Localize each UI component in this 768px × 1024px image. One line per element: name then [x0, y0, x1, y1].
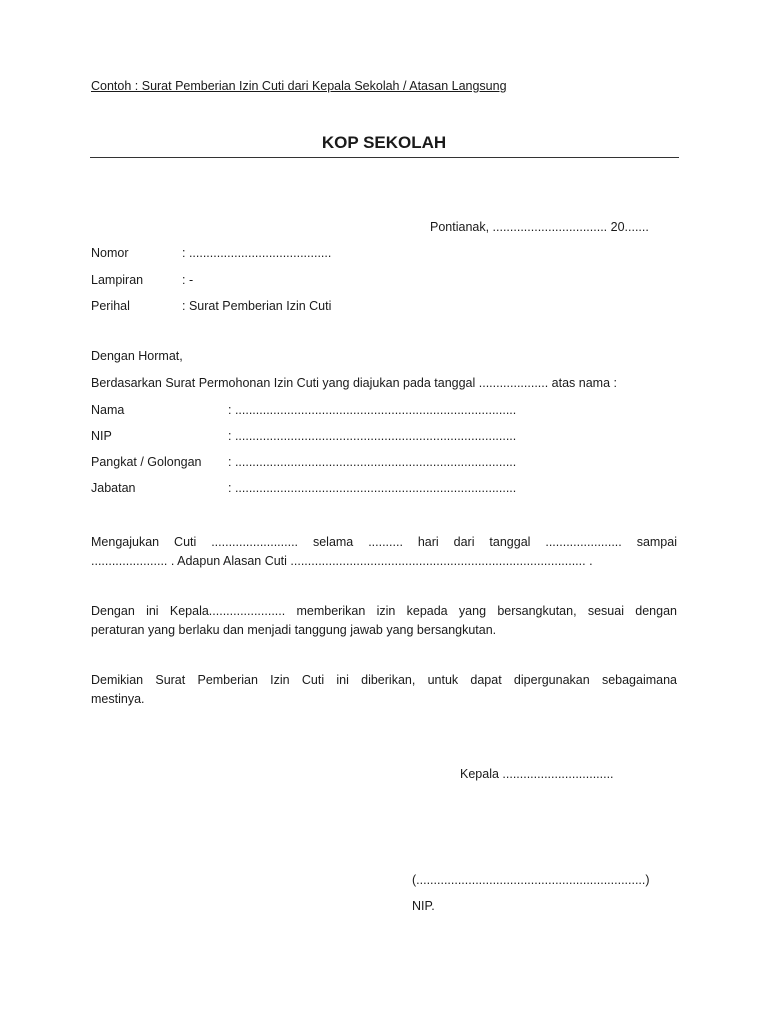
identity-value-jabatan: : ................................................................................. [228, 481, 517, 495]
meta-label-perihal: Perihal [91, 299, 130, 313]
leave-paragraph-line-2: ...................... . Adapun Alasan Cuti ..................................................................................... . [91, 554, 593, 568]
identity-label-nip: NIP [91, 429, 112, 443]
document-caption: Contoh : Surat Pemberian Izin Cuti dari Kepala Sekolah / Atasan Langsung [91, 79, 507, 93]
permission-paragraph-line-1: Dengan ini Kepala...................... memberikan izin kepada yang bersangkutan, sesuai dengan [91, 604, 677, 618]
meta-label-lampiran: Lampiran [91, 273, 144, 287]
meta-value-lampiran: : - [182, 273, 194, 287]
letterhead-divider [90, 157, 679, 158]
identity-label-jabatan: Jabatan [91, 481, 136, 495]
closing-paragraph [91, 671, 677, 709]
leave-paragraph-line-1: Mengajukan Cuti ......................... selama .......... hari dari tanggal ...................... sampai [91, 535, 677, 549]
identity-value-pangkat: : ................................................................................. [228, 455, 517, 469]
leave-paragraph [91, 533, 677, 571]
closing-paragraph-line-1: Demikian Surat Pemberian Izin Cuti ini diberikan, untuk dapat dipergunakan sebagaimana [91, 673, 677, 687]
identity-value-nama: : ................................................................................. [228, 403, 517, 417]
meta-label-nomor: Nomor [91, 246, 129, 260]
meta-value-perihal: : Surat Pemberian Izin Cuti [182, 299, 332, 313]
intro-text: Berdasarkan Surat Permohonan Izin Cuti yang diajukan pada tanggal .................... atas nama : [91, 376, 617, 390]
identity-label-pangkat: Pangkat / Golongan [91, 455, 202, 469]
identity-label-nama: Nama [91, 403, 125, 417]
closing-paragraph-line-2: mestinya. [91, 692, 145, 706]
meta-value-nomor: : ......................................... [182, 246, 332, 260]
letterhead-title: KOP SEKOLAH [321, 133, 447, 152]
permission-paragraph-line-2: peraturan yang berlaku dan menjadi tanggung jawab yang bersangkutan. [91, 623, 497, 637]
place-date: Pontianak, ................................. 20....... [430, 220, 649, 234]
identity-value-nip: : ................................................................................. [228, 429, 517, 443]
greeting: Dengan Hormat, [91, 349, 183, 363]
permission-paragraph [91, 602, 677, 640]
signature-name-line: (..................................................................) [412, 873, 650, 887]
signature-title: Kepala ................................ [460, 767, 614, 781]
signature-nip: NIP. [412, 899, 435, 913]
